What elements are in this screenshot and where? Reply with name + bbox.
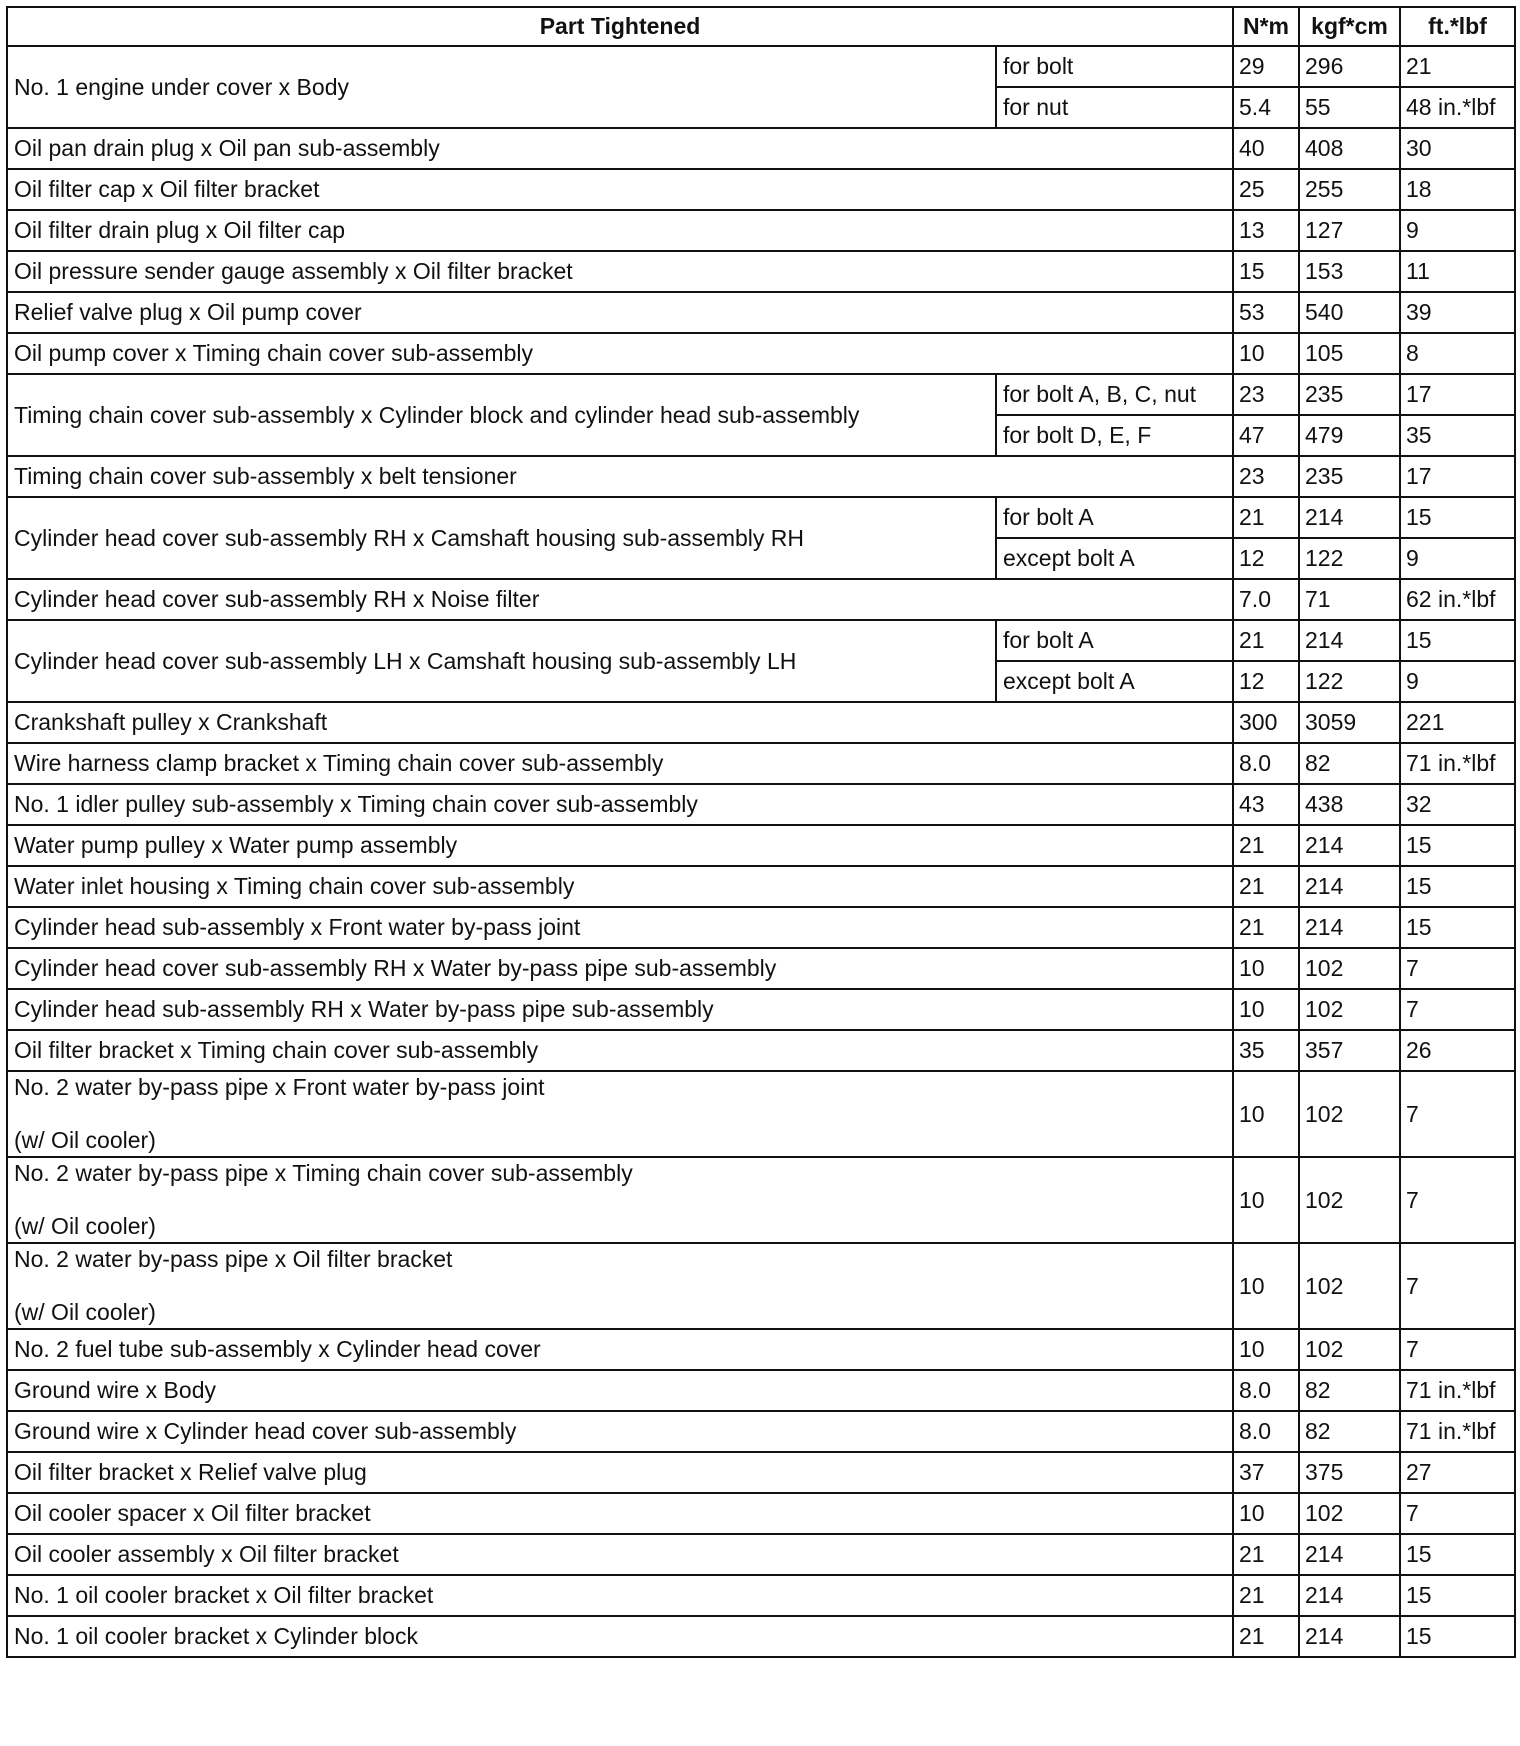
part-name-cell: Oil filter bracket x Relief valve plug	[7, 1452, 1233, 1493]
ftlbf-value-cell: 17	[1400, 456, 1515, 497]
kgf-value-cell: 153	[1299, 251, 1400, 292]
ftlbf-value-cell: 15	[1400, 620, 1515, 661]
table-row	[7, 1157, 1515, 1243]
ftlbf-value-cell: 48 in.*lbf	[1400, 87, 1515, 128]
ftlbf-value-cell: 9	[1400, 661, 1515, 702]
ftlbf-value-cell: 7	[1400, 948, 1515, 989]
nm-value-cell: 40	[1233, 128, 1299, 169]
part-name-cell: Cylinder head cover sub-assembly LH x Camshaft housing sub-assembly LH	[7, 620, 996, 702]
table-row	[7, 1243, 1515, 1329]
ftlbf-value-cell: 27	[1400, 1452, 1515, 1493]
part-name-cell: Oil cooler assembly x Oil filter bracket	[7, 1534, 1233, 1575]
table-row	[7, 497, 1515, 538]
nm-value-cell: 10	[1233, 1493, 1299, 1534]
part-name-cell: No. 1 oil cooler bracket x Oil filter bracket	[7, 1575, 1233, 1616]
condition-cell: for bolt A, B, C, nut	[996, 374, 1233, 415]
ftlbf-value-cell: 30	[1400, 128, 1515, 169]
ftlbf-value-cell: 11	[1400, 251, 1515, 292]
part-name-cell	[7, 1157, 1233, 1243]
table-row	[7, 1493, 1515, 1534]
ftlbf-value-cell: 71 in.*lbf	[1400, 1411, 1515, 1452]
kgf-value-cell: 214	[1299, 1575, 1400, 1616]
table-row	[7, 456, 1515, 497]
table-row	[7, 579, 1515, 620]
nm-value-cell: 12	[1233, 538, 1299, 579]
kgf-value-cell: 255	[1299, 169, 1400, 210]
part-name-cell: No. 1 engine under cover x Body	[7, 46, 996, 128]
kgf-value-cell: 102	[1299, 1493, 1400, 1534]
part-name-cell: Water pump pulley x Water pump assembly	[7, 825, 1233, 866]
kgf-value-cell: 122	[1299, 661, 1400, 702]
ftlbf-value-cell: 71 in.*lbf	[1400, 1370, 1515, 1411]
nm-value-cell: 37	[1233, 1452, 1299, 1493]
nm-value-cell: 23	[1233, 374, 1299, 415]
nm-value-cell: 23	[1233, 456, 1299, 497]
nm-value-cell: 21	[1233, 907, 1299, 948]
part-name-cell	[7, 1071, 1233, 1157]
kgf-value-cell: 102	[1299, 1243, 1400, 1329]
table-row	[7, 948, 1515, 989]
kgf-value-cell: 3059	[1299, 702, 1400, 743]
nm-value-cell: 15	[1233, 251, 1299, 292]
ftlbf-value-cell: 15	[1400, 1616, 1515, 1657]
part-note-text: (w/ Oil cooler)	[14, 1127, 156, 1153]
ftlbf-value-cell: 221	[1400, 702, 1515, 743]
nm-value-cell: 43	[1233, 784, 1299, 825]
part-name-text: No. 2 water by-pass pipe x Oil filter bracket	[14, 1246, 453, 1272]
part-name-cell: Water inlet housing x Timing chain cover sub-assembly	[7, 866, 1233, 907]
table-row	[7, 374, 1515, 415]
part-note-text: (w/ Oil cooler)	[14, 1213, 156, 1239]
ftlbf-value-cell: 15	[1400, 907, 1515, 948]
nm-value-cell: 10	[1233, 333, 1299, 374]
kgf-value-cell: 408	[1299, 128, 1400, 169]
part-name-text: No. 2 water by-pass pipe x Timing chain cover sub-assembly	[14, 1160, 633, 1186]
kgf-value-cell: 235	[1299, 374, 1400, 415]
part-name-cell: Oil cooler spacer x Oil filter bracket	[7, 1493, 1233, 1534]
nm-value-cell: 5.4	[1233, 87, 1299, 128]
part-name-cell: Crankshaft pulley x Crankshaft	[7, 702, 1233, 743]
kgf-value-cell: 214	[1299, 497, 1400, 538]
header-nm: N*m	[1233, 7, 1299, 46]
nm-value-cell: 21	[1233, 497, 1299, 538]
kgf-value-cell: 438	[1299, 784, 1400, 825]
nm-value-cell: 21	[1233, 1575, 1299, 1616]
kgf-value-cell: 479	[1299, 415, 1400, 456]
nm-value-cell: 53	[1233, 292, 1299, 333]
ftlbf-value-cell: 35	[1400, 415, 1515, 456]
part-note-text: (w/ Oil cooler)	[14, 1299, 156, 1325]
table-row	[7, 620, 1515, 661]
nm-value-cell: 13	[1233, 210, 1299, 251]
ftlbf-value-cell: 7	[1400, 1493, 1515, 1534]
part-name-cell: Oil filter cap x Oil filter bracket	[7, 169, 1233, 210]
part-name-cell: Wire harness clamp bracket x Timing chain cover sub-assembly	[7, 743, 1233, 784]
part-name-cell: Cylinder head cover sub-assembly RH x Noise filter	[7, 579, 1233, 620]
table-row	[7, 1575, 1515, 1616]
nm-value-cell: 21	[1233, 1616, 1299, 1657]
part-name-cell: Oil pan drain plug x Oil pan sub-assembly	[7, 128, 1233, 169]
ftlbf-value-cell: 7	[1400, 1157, 1515, 1243]
table-row	[7, 866, 1515, 907]
table-row	[7, 825, 1515, 866]
part-name-cell: No. 1 idler pulley sub-assembly x Timing chain cover sub-assembly	[7, 784, 1233, 825]
ftlbf-value-cell: 7	[1400, 1329, 1515, 1370]
table-row	[7, 1411, 1515, 1452]
ftlbf-value-cell: 7	[1400, 1243, 1515, 1329]
table-row	[7, 333, 1515, 374]
part-name-cell: Timing chain cover sub-assembly x Cylinder block and cylinder head sub-assembly	[7, 374, 996, 456]
kgf-value-cell: 214	[1299, 1616, 1400, 1657]
nm-value-cell: 21	[1233, 1534, 1299, 1575]
nm-value-cell: 47	[1233, 415, 1299, 456]
condition-cell: for bolt	[996, 46, 1233, 87]
ftlbf-value-cell: 9	[1400, 538, 1515, 579]
kgf-value-cell: 82	[1299, 1411, 1400, 1452]
nm-value-cell: 35	[1233, 1030, 1299, 1071]
ftlbf-value-cell: 8	[1400, 333, 1515, 374]
table-row	[7, 251, 1515, 292]
nm-value-cell: 300	[1233, 702, 1299, 743]
part-name-cell: Cylinder head sub-assembly x Front water by-pass joint	[7, 907, 1233, 948]
nm-value-cell: 8.0	[1233, 1411, 1299, 1452]
ftlbf-value-cell: 62 in.*lbf	[1400, 579, 1515, 620]
table-row	[7, 292, 1515, 333]
kgf-value-cell: 105	[1299, 333, 1400, 374]
kgf-value-cell: 296	[1299, 46, 1400, 87]
kgf-value-cell: 214	[1299, 620, 1400, 661]
kgf-value-cell: 55	[1299, 87, 1400, 128]
table-row	[7, 1071, 1515, 1157]
nm-value-cell: 21	[1233, 866, 1299, 907]
torque-rows	[7, 46, 1515, 1657]
header-part-tightened: Part Tightened	[7, 7, 1233, 46]
ftlbf-value-cell: 17	[1400, 374, 1515, 415]
torque-spec-table	[6, 6, 1516, 1658]
header-ft-lbf: ft.*lbf	[1400, 7, 1515, 46]
part-name-text: No. 2 water by-pass pipe x Front water by-pass joint	[14, 1074, 545, 1100]
nm-value-cell: 21	[1233, 620, 1299, 661]
kgf-value-cell: 102	[1299, 989, 1400, 1030]
kgf-value-cell: 214	[1299, 866, 1400, 907]
table-row	[7, 743, 1515, 784]
part-name-cell: Cylinder head cover sub-assembly RH x Water by-pass pipe sub-assembly	[7, 948, 1233, 989]
part-name-cell: Timing chain cover sub-assembly x belt tensioner	[7, 456, 1233, 497]
kgf-value-cell: 540	[1299, 292, 1400, 333]
kgf-value-cell: 102	[1299, 948, 1400, 989]
part-name-cell: Ground wire x Body	[7, 1370, 1233, 1411]
table-row	[7, 46, 1515, 87]
nm-value-cell: 10	[1233, 948, 1299, 989]
nm-value-cell: 10	[1233, 1243, 1299, 1329]
nm-value-cell: 12	[1233, 661, 1299, 702]
table-row	[7, 907, 1515, 948]
part-name-cell	[7, 1243, 1233, 1329]
part-name-cell: Oil filter drain plug x Oil filter cap	[7, 210, 1233, 251]
table-row	[7, 1534, 1515, 1575]
part-name-cell: Cylinder head cover sub-assembly RH x Camshaft housing sub-assembly RH	[7, 497, 996, 579]
kgf-value-cell: 235	[1299, 456, 1400, 497]
nm-value-cell: 10	[1233, 1071, 1299, 1157]
table-row	[7, 784, 1515, 825]
ftlbf-value-cell: 15	[1400, 866, 1515, 907]
part-name-cell: No. 1 oil cooler bracket x Cylinder block	[7, 1616, 1233, 1657]
part-name-cell: No. 2 fuel tube sub-assembly x Cylinder head cover	[7, 1329, 1233, 1370]
table-row	[7, 1030, 1515, 1071]
condition-cell: for bolt A	[996, 620, 1233, 661]
kgf-value-cell: 102	[1299, 1157, 1400, 1243]
table-row	[7, 702, 1515, 743]
part-name-cell: Relief valve plug x Oil pump cover	[7, 292, 1233, 333]
table-row	[7, 1370, 1515, 1411]
kgf-value-cell: 375	[1299, 1452, 1400, 1493]
table-row	[7, 169, 1515, 210]
kgf-value-cell: 102	[1299, 1329, 1400, 1370]
kgf-value-cell: 214	[1299, 907, 1400, 948]
nm-value-cell: 21	[1233, 825, 1299, 866]
header-kgf-cm: kgf*cm	[1299, 7, 1400, 46]
kgf-value-cell: 127	[1299, 210, 1400, 251]
condition-cell: for nut	[996, 87, 1233, 128]
kgf-value-cell: 357	[1299, 1030, 1400, 1071]
ftlbf-value-cell: 39	[1400, 292, 1515, 333]
kgf-value-cell: 214	[1299, 825, 1400, 866]
part-name-cell: Oil pressure sender gauge assembly x Oil filter bracket	[7, 251, 1233, 292]
ftlbf-value-cell: 18	[1400, 169, 1515, 210]
ftlbf-value-cell: 9	[1400, 210, 1515, 251]
nm-value-cell: 25	[1233, 169, 1299, 210]
ftlbf-value-cell: 7	[1400, 989, 1515, 1030]
nm-value-cell: 10	[1233, 1157, 1299, 1243]
part-name-cell: Cylinder head sub-assembly RH x Water by-pass pipe sub-assembly	[7, 989, 1233, 1030]
nm-value-cell: 29	[1233, 46, 1299, 87]
condition-cell: except bolt A	[996, 661, 1233, 702]
table-row	[7, 989, 1515, 1030]
ftlbf-value-cell: 7	[1400, 1071, 1515, 1157]
kgf-value-cell: 102	[1299, 1071, 1400, 1157]
part-name-cell: Oil pump cover x Timing chain cover sub-assembly	[7, 333, 1233, 374]
nm-value-cell: 10	[1233, 1329, 1299, 1370]
kgf-value-cell: 71	[1299, 579, 1400, 620]
table-row	[7, 1616, 1515, 1657]
part-name-cell: Oil filter bracket x Timing chain cover sub-assembly	[7, 1030, 1233, 1071]
nm-value-cell: 8.0	[1233, 1370, 1299, 1411]
part-name-cell: Ground wire x Cylinder head cover sub-assembly	[7, 1411, 1233, 1452]
header-row	[7, 7, 1515, 46]
table-row	[7, 128, 1515, 169]
kgf-value-cell: 82	[1299, 743, 1400, 784]
table-row	[7, 1452, 1515, 1493]
nm-value-cell: 8.0	[1233, 743, 1299, 784]
table-row	[7, 210, 1515, 251]
ftlbf-value-cell: 15	[1400, 1575, 1515, 1616]
ftlbf-value-cell: 15	[1400, 825, 1515, 866]
nm-value-cell: 10	[1233, 989, 1299, 1030]
ftlbf-value-cell: 71 in.*lbf	[1400, 743, 1515, 784]
ftlbf-value-cell: 26	[1400, 1030, 1515, 1071]
kgf-value-cell: 214	[1299, 1534, 1400, 1575]
kgf-value-cell: 82	[1299, 1370, 1400, 1411]
ftlbf-value-cell: 32	[1400, 784, 1515, 825]
ftlbf-value-cell: 15	[1400, 497, 1515, 538]
condition-cell: except bolt A	[996, 538, 1233, 579]
condition-cell: for bolt A	[996, 497, 1233, 538]
ftlbf-value-cell: 21	[1400, 46, 1515, 87]
kgf-value-cell: 122	[1299, 538, 1400, 579]
condition-cell: for bolt D, E, F	[996, 415, 1233, 456]
table-row	[7, 1329, 1515, 1370]
nm-value-cell: 7.0	[1233, 579, 1299, 620]
ftlbf-value-cell: 15	[1400, 1534, 1515, 1575]
